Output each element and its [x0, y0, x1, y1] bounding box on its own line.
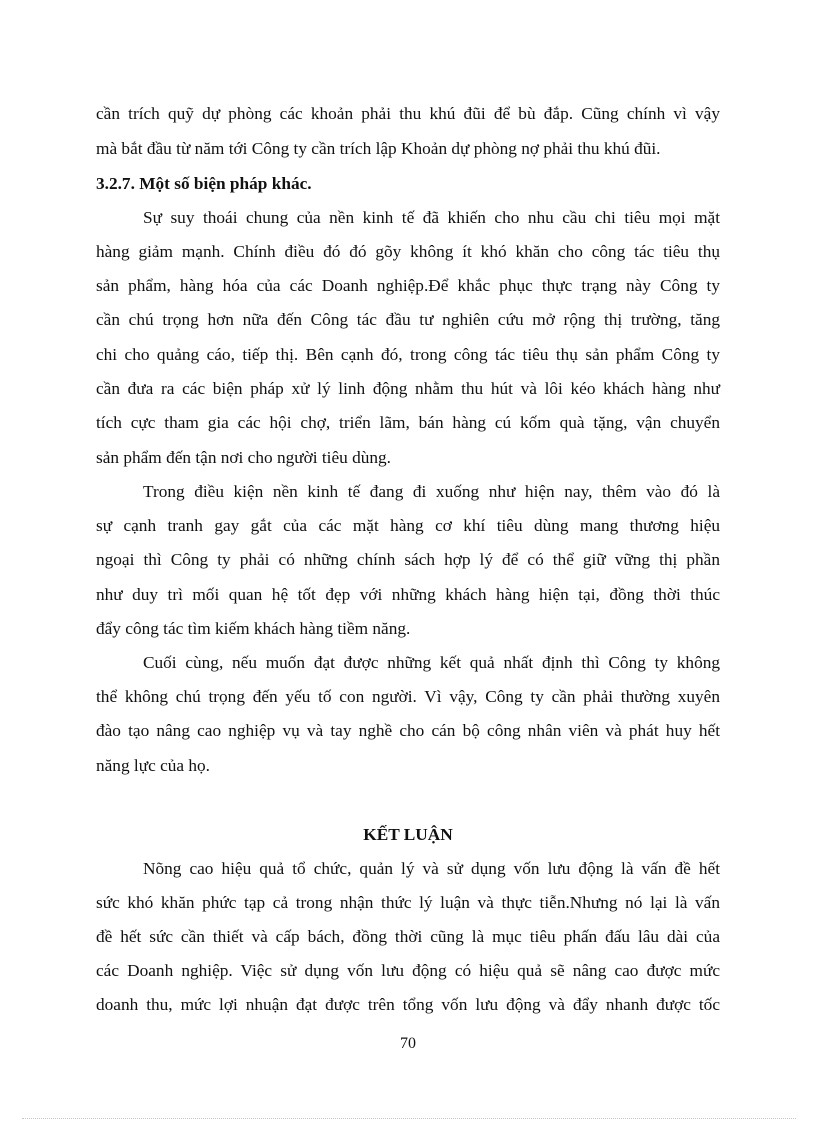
paragraph-line: Trong điều kiện nền kinh tế đang đi xuống như hiện nay, thêm vào đó là: [143, 482, 720, 501]
paragraph-line: đào tạo nâng cao nghiệp vụ và tay nghề cho cán bộ công nhân viên và phát huy hết: [96, 721, 720, 740]
paragraph-line: mà bắt đầu từ năm tới Công ty cần trích lập Khoản dự phòng nợ phải thu khú đũi.: [96, 139, 661, 158]
paragraph-line: cần chú trọng hơn nữa đến Công tác đầu tư nghiên cứu mở rộng thị trường, tăng: [96, 310, 720, 329]
paragraph-line: cần trích quỹ dự phòng các khoản phải thu khú đũi để bù đắp. Cũng chính vì vậy: [96, 104, 720, 123]
paragraph-line: như duy trì mối quan hệ tốt đẹp với những khách hàng hiện tại, đồng thời thúc: [96, 585, 720, 604]
paragraph-line: Nõng cao hiệu quả tổ chức, quản lý và sử dụng vốn lưu động là vấn đề hết: [143, 859, 720, 878]
paragraph-line: sản phẩm đến tận nơi cho người tiêu dùng.: [96, 448, 391, 467]
page-number: 70: [400, 1035, 416, 1052]
paragraph-line: thể không chú trọng đến yếu tố con người. Vì vậy, Công ty cần phải thường xuyên: [96, 687, 720, 706]
paragraph-line: đẩy công tác tìm kiếm khách hàng tiềm năng.: [96, 619, 411, 638]
section-heading: 3.2.7. Một số biện pháp khác.: [96, 174, 312, 193]
paragraph-line: năng lực của họ.: [96, 756, 210, 775]
paragraph-line: chi cho quảng cáo, tiếp thị. Bên cạnh đó, trong công tác tiêu thụ sản phẩm Công ty: [96, 345, 720, 364]
page-edge-divider: [22, 1118, 796, 1119]
paragraph-line: các Doanh nghiệp. Việc sử dụng vốn lưu động có hiệu quả sẽ nâng cao được mức: [96, 961, 720, 980]
paragraph-line: sự cạnh tranh gay gắt của các mặt hàng cơ khí tiêu dùng mang thương hiệu: [96, 516, 720, 535]
conclusion-title: KẾT LUẬN: [363, 825, 453, 844]
paragraph-line: cần đưa ra các biện pháp xử lý linh động nhằm thu hút và lôi kéo khách hàng như: [96, 379, 720, 398]
paragraph-line: hàng giảm mạnh. Chính điều đó đó gõy không ít khó khăn cho công tác tiêu thụ: [96, 242, 720, 261]
paragraph-line: ngoại thì Công ty phải có những chính sách hợp lý để có thể giữ vững thị phần: [96, 550, 720, 569]
paragraph-line: sức khó khăn phức tạp cả trong nhận thức lý luận và thực tiễn.Nhưng nó lại là vấn: [96, 893, 720, 912]
paragraph-line: đề hết sức cần thiết và cấp bách, đồng thời cũng là mục tiêu phấn đấu lâu dài của: [96, 927, 720, 946]
paragraph-line: sản phẩm, hàng hóa của các Doanh nghiệp.Để khắc phục thực trạng này Công ty: [96, 276, 720, 295]
paragraph-line: Cuối cùng, nếu muốn đạt được những kết quả nhất định thì Công ty không: [143, 653, 720, 672]
paragraph-line: Sự suy thoái chung của nền kinh tế đã khiến cho nhu cầu chi tiêu mọi mặt: [143, 208, 720, 227]
paragraph-line: doanh thu, mức lợi nhuận đạt được trên tổng vốn lưu động và đẩy nhanh được tốc: [96, 995, 720, 1014]
paragraph-line: tích cực tham gia các hội chợ, triển lãm, bán hàng cú kốm quà tặng, vận chuyển: [96, 413, 720, 432]
